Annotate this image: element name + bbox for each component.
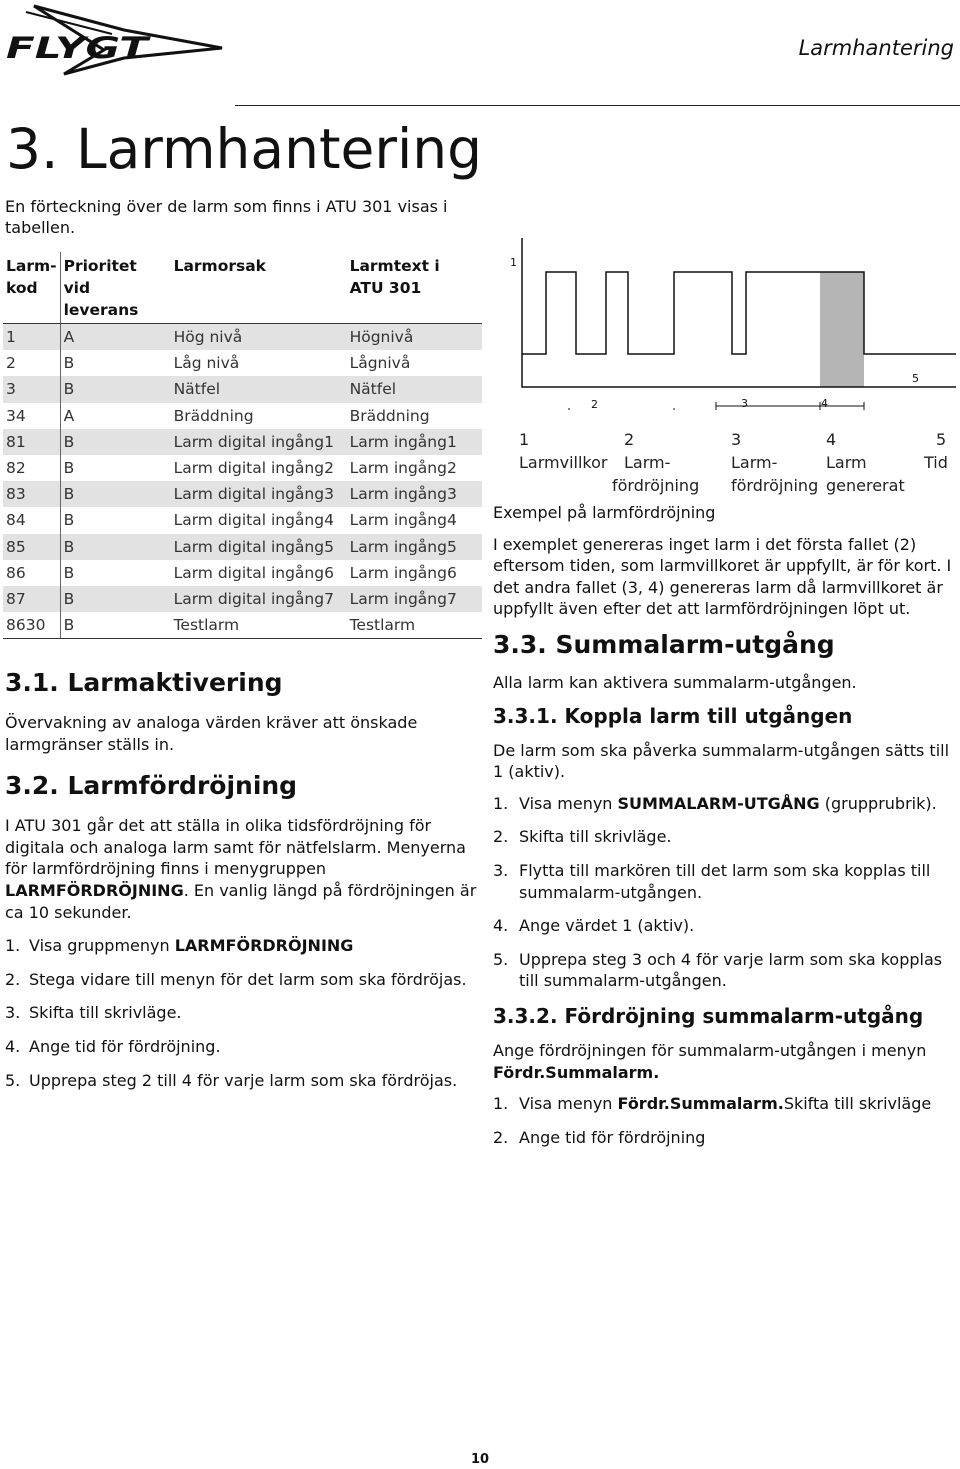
list-item: 2. Stega vidare till menyn för det larm som ska fördröjas. [5, 969, 467, 989]
list-item: 1. Visa menyn SUMMALARM-UTGÅNG (grupprubrik). [493, 793, 937, 813]
list-item: 3. Flytta till markören till det larm som ska kopplas till summalarm-utgången. [493, 860, 931, 902]
heading-summalarm: 3.3. Summalarm-utgång [493, 629, 835, 659]
list-item: 1. Visa gruppmenyn LARMFÖRDRÖJNING [5, 936, 354, 956]
list-item: 5. Upprepa steg 2 till 4 för varje larm som ska fördröjas. [5, 1070, 458, 1090]
legend-larm-2: Larm- [624, 453, 671, 472]
legend-larm-3: Larm- [731, 453, 778, 472]
running-header: Larmhantering [798, 36, 954, 60]
header-rule [235, 105, 960, 106]
list-item: 5. Upprepa steg 3 och 4 för varje larm som ska kopplas till summalarm-utgången. [493, 949, 943, 991]
koppla-larm-steps [493, 793, 956, 992]
list-item: 3. Skifta till skrivläge. [5, 1003, 182, 1023]
table-row: 84 B Larm digital ingång4 Larm ingång4 [3, 507, 482, 533]
table-row: 86 B Larm digital ingång6 Larm ingång6 [3, 560, 482, 586]
larmaktivering-text: Övervakning av analoga värden kräver att önskade larmgränser ställs in. [5, 713, 418, 754]
fordrojning-summalarm-steps [493, 1093, 956, 1148]
legend-num-3: 3 [731, 430, 742, 449]
legend-genererat: genererat [826, 476, 905, 495]
intro-text: En förteckning över de larm som finns i ATU 301 visas i tabellen. [5, 197, 448, 237]
table-row: 82 B Larm digital ingång2 Larm ingång2 [3, 455, 482, 481]
list-item: 2. Skifta till skrivläge. [493, 827, 672, 847]
page-title: 3. Larmhantering [6, 117, 483, 181]
flygt-logo-icon [4, 2, 226, 76]
legend-fordrojning-3: fördröjning [731, 476, 819, 495]
table-row: 2 B Låg nivå Lågnivå [3, 350, 482, 376]
table-row: 3 B Nätfel Nätfel [3, 376, 482, 402]
table-row: 8630 B Testlarm Testlarm [3, 612, 482, 639]
diagram-legend [492, 428, 960, 498]
table-row: 85 B Larm digital ingång5 Larm ingång5 [3, 534, 482, 560]
table-row: 1 A Hög nivå Högnivå [3, 324, 482, 351]
list-item: 4. Ange tid för fördröjning. [5, 1036, 221, 1056]
right-column [493, 502, 956, 1160]
col-header-code: Larm- kod [3, 252, 60, 324]
larmfordrojning-steps [5, 935, 480, 1091]
marker-2: 2 [591, 398, 598, 410]
summalarm-text: Alla larm kan aktivera summalarm-utgången. [493, 672, 857, 692]
legend-fordrojning-2: fördröjning [612, 476, 700, 495]
legend-num-5: 5 [936, 430, 947, 449]
marker-1: 1 [510, 256, 517, 269]
diagram-axes [522, 238, 956, 387]
logo-text: FLYGT [6, 31, 152, 65]
marker-5: 5 [912, 372, 919, 385]
list-item: 1. Visa menyn Fördr.Summalarm.Skifta till skrivläge [493, 1094, 932, 1114]
flygt-logo [4, 2, 226, 76]
list-item: 2. Ange tid för fördröjning [493, 1127, 706, 1147]
table-row: 83 B Larm digital ingång3 Larm ingång3 [3, 481, 482, 507]
legend-larmvillkor: Larmvillkor [519, 453, 608, 472]
interval-3-bracket [716, 402, 820, 410]
heading-koppla-larm: 3.3.1. Koppla larm till utgången [493, 703, 853, 728]
fordrojning-summalarm-text: Ange fördröjningen för summalarm-utgången i menyn Fördr.Summalarm. [493, 1040, 927, 1082]
larmfordrojning-text: I ATU 301 går det att ställa in olika tidsfördröjning för digitala och analoga larm samt för nätfelslarm. Menyerna för larmfördröjning finns i menygruppen LARMFÖRDRÖJNING. En vanlig längd på fördröjningen är ca 10 sekunder. [5, 816, 477, 922]
page-number: 10 [470, 1452, 490, 1467]
table-row: 34 A Bräddning Bräddning [3, 403, 482, 429]
interval-2-bracket [569, 408, 674, 410]
legend-num-4: 4 [826, 430, 837, 449]
timing-diagram [498, 234, 960, 410]
diagram-caption: Exempel på larmfördröjning [493, 503, 716, 522]
table-header-row [3, 252, 482, 324]
timing-diagram-graphic [498, 234, 960, 410]
col-header-text: Larmtext i ATU 301 [347, 252, 482, 324]
heading-larmaktivering: 3.1. Larmaktivering [5, 668, 283, 697]
koppla-larm-text: De larm som ska påverka summalarm-utgången sätts till 1 (aktiv). [493, 740, 950, 782]
alarm-table [3, 252, 482, 639]
table-row: 87 B Larm digital ingång7 Larm ingång7 [3, 586, 482, 612]
legend-larm-4: Larm [826, 453, 867, 472]
legend-num-2: 2 [624, 430, 635, 449]
list-item: 4. Ange värdet 1 (aktiv). [493, 916, 695, 936]
example-text: I exemplet genereras inget larm i det första fallet (2) eftersom tiden, som larmvillkoret är uppfyllt, är för kort. I det andra fallet (3, 4) genereras larm då larmvillkoret är uppfyllt även efter det att larmfördröjningen löpt ut. [493, 534, 952, 619]
alarm-signal-line [522, 272, 956, 354]
heading-larmfordrojning: 3.2. Larmfördröjning [5, 771, 298, 801]
marker-4: 4 [821, 397, 828, 410]
table-row: 81 B Larm digital ingång1 Larm ingång1 [3, 429, 482, 455]
legend-tid: Tid [924, 453, 948, 472]
col-header-cause: Larmorsak [171, 252, 347, 324]
legend-num-1: 1 [519, 430, 530, 449]
marker-3: 3 [741, 397, 748, 410]
left-column [5, 668, 480, 1103]
col-header-priority: Prioritet vid leverans [60, 252, 171, 324]
alarm-generated-area [820, 272, 864, 387]
heading-fordrojning-summalarm: 3.3.2. Fördröjning summalarm-utgång [493, 1003, 924, 1028]
